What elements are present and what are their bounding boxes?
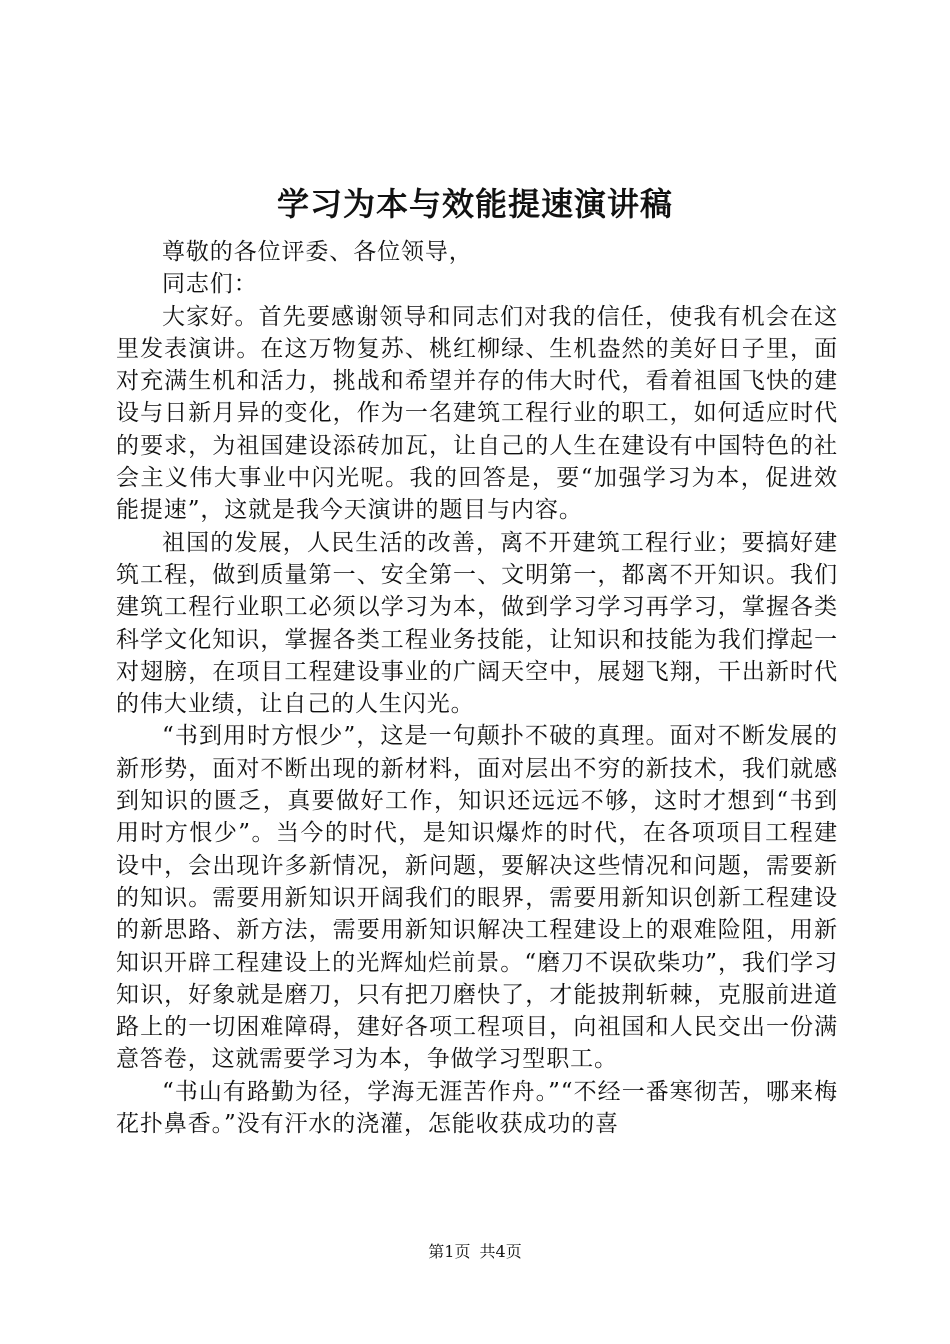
page-footer xyxy=(0,1242,950,1262)
body-paragraph: “书到用时方恨少”，这是一句颠扑不破的真理。面对不断发展的新形势，面对不断出现的新材料，面对层出不穷的新技术，我们就感到知识的匮乏，真要做好工作，知识还远远不够，这时才想到“书到用时方恨少”。当今的时代，是知识爆炸的时代，在各项项目工程建设中，会出现许多新情况，新问题，要解决这些情况和问题，需要新的知识。需要用新知识开阔我们的眼界，需要用新知识创新工程建设的新思路、新方法，需要用新知识解决工程建设上的艰难险阻，用新知识开辟工程建设上的光辉灿烂前景。“磨刀不误砍柴功”，我们学习知识，好象就是磨刀，只有把刀磨快了，才能披荆斩棘，克服前进道路上的一切困难障碍，建好各项工程项目，向祖国和人民交出一份满意答卷，这就需要学习为本，争做学习型职工。 xyxy=(116,723,838,1073)
page-number: 第1页 xyxy=(428,1242,471,1261)
salutation-line: 尊敬的各位评委、各位领导， xyxy=(162,239,473,265)
document-body xyxy=(116,236,838,1140)
salutation-line: 同志们： xyxy=(162,271,258,298)
body-paragraph: “书山有路勤为径，学海无涯苦作舟。”“不经一番寒彻苦，哪来梅花扑鼻香。”没有汗水的浇灌，怎能收获成功的喜 xyxy=(116,1078,838,1138)
body-paragraph: 祖国的发展，人民生活的改善，离不开建筑工程行业；要搞好建筑工程，做到质量第一、安全第一、文明第一，都离不开知识。我们建筑工程行业职工必须以学习为本，做到学习学习再学习，掌握各类科学文化知识，掌握各类工程业务技能，让知识和技能为我们撑起一对翅膀，在项目工程建设事业的广阔天空中，展翅飞翔，干出新时代的伟大业绩，让自己的人生闪光。 xyxy=(116,529,838,718)
document-title: 学习为本与效能提速演讲稿 xyxy=(276,185,673,223)
body-paragraph: 大家好。首先要感谢领导和同志们对我的信任，使我有机会在这里发表演讲。在这万物复苏、桃红柳绿、生机盎然的美好日子里，面对充满生机和活力，挑战和希望并存的伟大时代，看着祖国飞快的建设与日新月异的变化，作为一名建筑工程行业的职工，如何适应时代的要求，为祖国建设添砖加瓦，让自己的人生在建设有中国特色的社会主义伟大事业中闪光呢。我的回答是，要“加强学习为本，促进效能提速”，这就是我今天演讲的题目与内容。 xyxy=(116,303,838,524)
page-total: 共4页 xyxy=(479,1242,522,1261)
